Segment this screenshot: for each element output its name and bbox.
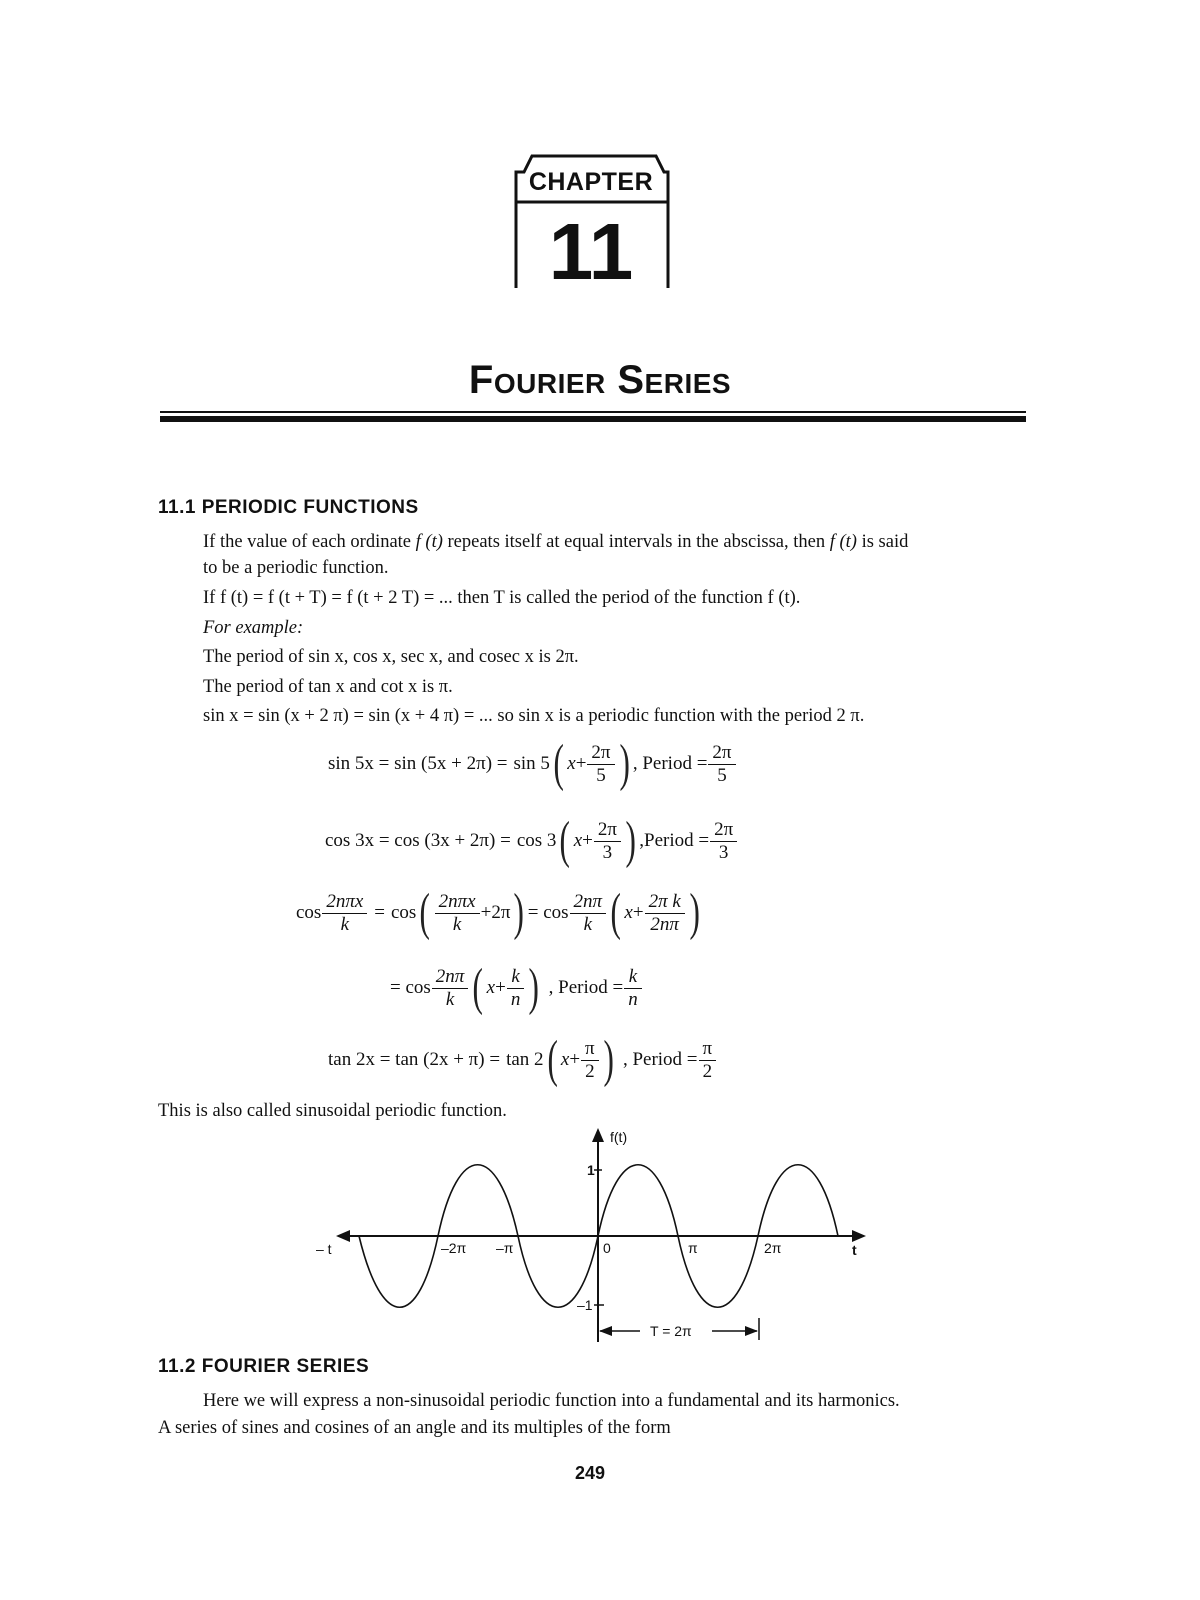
x-axis-left-label: – t [316, 1241, 332, 1257]
equation-sin5x: sin 5x = sin (5x + 2π) = sin 5 ( x + $\frac{2\pi}{5}$ ) , Period = $\frac{2\pi}{5}$ [328, 738, 737, 790]
x-tick-label: 0 [603, 1240, 611, 1256]
section-heading-fourier-series: 11.2 FOURIER SERIES [158, 1356, 370, 1377]
chapter-label: CHAPTER [528, 168, 654, 196]
equation-cos3x: cos 3x = cos (3x + 2π) = cos 3 ( x + $\frac{2\pi}{3}$ ) ,Period = $\frac{2\pi}{3}$ [325, 815, 738, 867]
period-label: T = 2π [650, 1323, 692, 1339]
section-heading-periodic-functions: 11.1 PERIODIC FUNCTIONS [158, 497, 419, 518]
chapter-title: Fourier Series [468, 358, 732, 402]
x-tick-label: 2π [764, 1240, 782, 1256]
y-tick-label-1: 1 [587, 1162, 595, 1178]
page-number: 249 [574, 1463, 606, 1483]
x-tick-label: –2π [441, 1240, 467, 1256]
equation-tan2x: tan 2x = tan (2x + π) = tan 2 ( x + $\frac{\pi}{2}$ ) , Period = $\frac{\pi}{2}$ [328, 1034, 717, 1086]
x-axis-left-arrow [336, 1230, 350, 1242]
equation-cos-2npix: cos $\frac{\text{2nπx}}{k}$ = cos ( $\frac{\text{2nπx}}{k}$ +2π ) = cos $\frac{2n\pi}{k}$ ( x + $\frac{\text{2π k}}{2n\pi}$ ) [296, 884, 700, 941]
period-arrow-right-head [745, 1326, 758, 1336]
paragraph-sin-periodic: sin x = sin (x + 2 π) = sin (x + 4 π) = ... so sin x is a periodic function with the period 2 π. [203, 706, 865, 726]
paragraph-fourier-intro: Here we will express a non-sinusoidal periodic function into a fundamental and its harmonics. [203, 1391, 900, 1411]
y-axis-arrow [592, 1128, 604, 1142]
paragraph-definition-line2: to be a periodic function. [203, 558, 389, 578]
paragraph-period-definition: If f (t) = f (t + T) = f (t + 2 T) = ... then T is called the period of the function f (t). [203, 588, 801, 608]
paragraph-definition: If the value of each ordinate f (t) repeats itself at equal intervals in the abscissa, then f (t) is said [203, 532, 909, 552]
sine-curve [359, 1165, 838, 1308]
title-rule-thin [160, 411, 1026, 413]
paragraph-period-sin-cos: The period of sin x, cos x, sec x, and cosec x is 2π. [203, 647, 579, 667]
y-axis-label: f(t) [610, 1129, 628, 1145]
for-example-label: For example: [203, 618, 304, 638]
chapter-number: 11 [548, 207, 634, 296]
paragraph-period-tan-cot: The period of tan x and cot x is π. [203, 677, 453, 697]
x-tick-label: –π [496, 1240, 514, 1256]
sinusoidal-note: This is also called sinusoidal periodic function. [158, 1101, 507, 1121]
title-rule-thick [160, 416, 1026, 422]
period-arrow-left-head [599, 1326, 612, 1336]
paragraph-fourier-form: A series of sines and cosines of an angle and its multiples of the form [158, 1418, 671, 1438]
x-axis-right-label: t [852, 1242, 857, 1258]
x-tick-label: π [688, 1240, 698, 1256]
y-tick-label-minus1: –1 [577, 1297, 593, 1313]
equation-cos-period-k-n: = cos $\frac{2n\pi}{k}$ ( x + $\frac{k}{n}$ ) , Period = $\frac{k}{n}$ [390, 962, 643, 1014]
x-axis-right-arrow [852, 1230, 866, 1242]
